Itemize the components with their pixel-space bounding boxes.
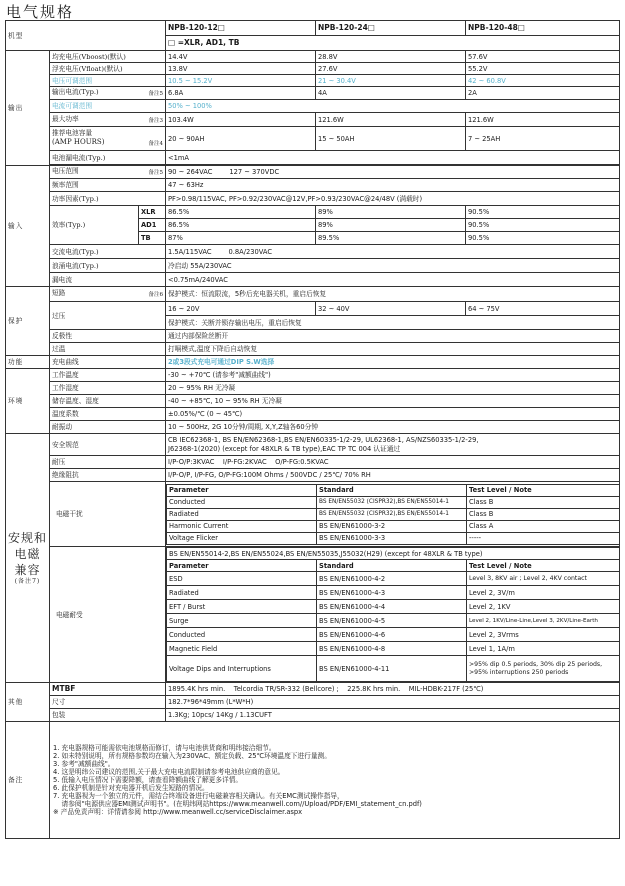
table-cell: >95% dip 0.5 periods, 30% dip 25 periods, >95% interruptions 250 periods — [467, 656, 620, 682]
group-input: 输入 — [6, 166, 50, 287]
cell-value: 10.5 ~ 15.2V — [166, 75, 316, 87]
cell-value: 28.8V — [316, 51, 466, 63]
table-cell: Class B — [467, 508, 620, 520]
table-cell: BS EN/EN61000-4-3 — [317, 586, 467, 600]
table-cell: Radiated — [167, 508, 317, 520]
cell-value: 1.3Kg; 10pcs/ 14Kg / 1.13CUFT — [166, 709, 620, 722]
cell-value: 16 ~ 20V — [166, 302, 316, 316]
remark-note: 备注3 — [148, 117, 163, 124]
table-cell: Level 2, 1KV — [467, 600, 620, 614]
row-label: 温度系数 — [50, 408, 166, 421]
cell-value: 2或3段式充电可通过DIP S.W选择 — [166, 356, 620, 369]
cell-value: 冷启动 55A/230VAC — [166, 259, 620, 273]
cell-value: 14.4V — [166, 51, 316, 63]
table-cell: Level 2, 3Vrms — [467, 628, 620, 642]
model-name: NPB-120-24□ — [316, 21, 466, 36]
table-cell: Conducted — [167, 496, 317, 508]
table-cell: Voltage Flicker — [167, 532, 317, 544]
row-label: 浮充电压(Vfloat)(默认) — [50, 63, 166, 75]
table-cell: BS EN/EN61000-4-4 — [317, 600, 467, 614]
row-label: 电压可调范围 — [50, 75, 166, 87]
row-label: 交流电流(Typ.) — [50, 245, 166, 259]
row-label: 电池漏电流(Typ.) — [50, 151, 166, 165]
table-cell: Voltage Dips and Interruptions — [167, 656, 317, 682]
group-environment: 环境 — [6, 369, 50, 434]
variant-label: AD1 — [139, 219, 166, 232]
row-label: 工作湿度 — [50, 382, 166, 395]
row-label: 耐压 — [50, 456, 166, 469]
table-header: Standard — [317, 560, 467, 572]
cell-value: 90.5% — [466, 206, 620, 219]
row-label: 浪涌电流(Typ.) — [50, 259, 166, 273]
cell-value: 7 ~ 25AH — [466, 127, 620, 151]
model-name: NPB-120-12□ — [166, 21, 316, 36]
table-cell: BS EN/EN61000-4-2 — [317, 572, 467, 586]
remark-line: 2. 如未特别说明，所有规格参数均在输入为230VAC、额定负载、25℃环境温度下进行量测。 — [53, 752, 331, 760]
remark-note: 备注4 — [148, 140, 163, 147]
emission-table-cell — [166, 482, 620, 547]
cell-value: 1895.4K hrs min. Telcordia TR/SR-332 (Bellcore) ; 225.8K hrs min. MIL-HDBK-217F (25℃) — [166, 683, 620, 696]
table-cell: Harmonic Current — [167, 520, 317, 532]
remark-note: 备注6 — [148, 292, 163, 298]
cell-value: 42 ~ 60.8V — [466, 75, 620, 87]
remark-line: 6. 此保护机制是针对充电器开机后发生短路的情况。 — [53, 784, 209, 792]
table-cell: Level 2, 1KV/Line-Line,Level 3, 2KV/Line-Earth — [467, 614, 620, 628]
row-label: 安全规范 — [50, 434, 166, 456]
row-label: 均充电压(Vboost)(默认) — [50, 51, 166, 63]
row-label: 推荐电池容量 (AMP HOURS) 备注4 — [50, 127, 166, 151]
table-header: Test Level / Note — [467, 560, 620, 572]
page-title: 电气规格 — [6, 3, 75, 21]
group-function: 功能 — [6, 356, 50, 369]
cell-value: 21 ~ 30.4V — [316, 75, 466, 87]
row-label: 尺寸 — [50, 696, 166, 709]
cell-value: 保护模式：关断并锁存输出电压，重启后恢复 — [166, 316, 620, 330]
remark-line: 7. 充电器视为一个独立的元件，需结合终端设备进行电磁兼容相关确认。有关EMC测试操作指导， — [53, 792, 344, 800]
table-cell: ----- — [467, 532, 620, 544]
cell-value: 86.5% — [166, 219, 316, 232]
row-label: MTBF — [50, 683, 166, 696]
cell-value: 90 ~ 264VAC 127 ~ 370VDC — [166, 166, 620, 179]
group-safety-emc: 安规和 电磁 兼容 (备注7) — [6, 434, 50, 683]
cell-value: 10 ~ 500Hz, 2G 10分钟/周期, X,Y,Z轴各60分钟 — [166, 421, 620, 434]
remark-line: 5. 低输入电压情况下需要降额，请查看降额曲线了解更多详情。 — [53, 776, 243, 784]
cell-value: 50% ~ 100% — [166, 100, 620, 113]
row-label: 电磁耐受 — [50, 547, 166, 683]
emission-table — [166, 484, 620, 545]
table-cell: BS EN/EN55032 (CISPR32),BS EN/EN55014-1 — [317, 508, 467, 520]
row-label: 过温 — [50, 343, 166, 356]
table-cell: Surge — [167, 614, 317, 628]
row-label: 最大功率 备注3 — [50, 113, 166, 127]
cell-value: 57.6V — [466, 51, 620, 63]
cell-value: <1mA — [166, 151, 620, 165]
row-label: 输出电流(Typ.) 备注5 — [50, 87, 166, 100]
group-output: 输出 — [6, 51, 50, 166]
table-cell: BS EN/EN55032 (CISPR32),BS EN/EN55014-1 — [317, 496, 467, 508]
table-header: Test Level / Note — [467, 484, 620, 496]
row-label: 绝缘阻抗 — [50, 469, 166, 482]
cell-value: 通过内部保险丝断开 — [166, 330, 620, 343]
cell-value: <0.75mA/240VAC — [166, 273, 620, 287]
group-others: 其他 — [6, 683, 50, 722]
row-label: 电磁干扰 — [50, 482, 166, 547]
row-label: 储存温度、湿度 — [50, 395, 166, 408]
remark-line: 请参阅"电源供应器EMI测试声明书"。(在明纬网站https://www.meanwell.com//Upload/PDF/EMI_statement_cn.pdf) — [53, 800, 422, 808]
cell-value: 90.5% — [466, 219, 620, 232]
table-cell: Level 3, 8KV air ; Level 2, 4KV contact — [467, 572, 620, 586]
cell-value: 121.6W — [316, 113, 466, 127]
table-cell: ESD — [167, 572, 317, 586]
cell-value: 保护模式：恒流限流，5秒后充电器关机，重启后恢复 — [166, 287, 620, 302]
cell-value: 27.6V — [316, 63, 466, 75]
cell-value: 20 ~ 95% RH 无冷凝 — [166, 382, 620, 395]
cell-value: 89.5% — [316, 232, 466, 245]
cell-value: 89% — [316, 206, 466, 219]
cell-value: 4A — [316, 87, 466, 100]
row-label: 漏电流 — [50, 273, 166, 287]
remark-line: 4. 这是明纬公司建议的范围,关于最大充电电流限制请参考电池供应商的意见。 — [53, 768, 285, 776]
row-label: 充电曲线 — [50, 356, 166, 369]
table-cell: Class B — [467, 496, 620, 508]
cell-value: 64 ~ 75V — [466, 302, 620, 316]
cell-value: 121.6W — [466, 113, 620, 127]
cell-value: PF>0.98/115VAC, PF>0.92/230VAC@12V,PF>0.93/230VAC@24/48V (满载时) — [166, 192, 620, 206]
cell-value: -40 ~ +85℃, 10 ~ 95% RH 无冷凝 — [166, 395, 620, 408]
row-label: 短路 备注6 — [50, 287, 166, 302]
remark-line: ※ 产品免责声明：详情请参阅 http://www.meanwell.cc/serviceDisclaimer.aspx — [53, 808, 303, 816]
cell-value: 90.5% — [466, 232, 620, 245]
spec-table — [5, 20, 620, 839]
cell-value: I/P-O/P, I/P-FG, O/P-FG:100M Ohms / 500VDC / 25℃/ 70% RH — [166, 469, 620, 482]
table-cell: BS EN/EN61000-4-11 — [317, 656, 467, 682]
row-label: 电压范围 备注5 — [50, 166, 166, 179]
table-cell: Radiated — [167, 586, 317, 600]
model-header-label: 机型 — [6, 21, 166, 51]
cell-value: 103.4W — [166, 113, 316, 127]
table-cell: Level 2, 3V/m — [467, 586, 620, 600]
cell-value: 86.5% — [166, 206, 316, 219]
cell-value: 55.2V — [466, 63, 620, 75]
cell-value: CB IEC62368-1, BS EN/EN62368-1,BS EN/EN60335-1/2-29, UL62368-1, AS/NZS60335-1/2-29, J62368-1(2020) (except for 48XLR & TB type),EAC TP TC 004 认证通过 — [166, 434, 620, 456]
table-cell: BS EN/EN61000-3-2 — [317, 520, 467, 532]
table-cell: Class A — [467, 520, 620, 532]
remark-line: 1. 充电器规格可能需依电池规格而修订，请与电池供货商和明纬接洽细节。 — [53, 744, 276, 752]
group-remarks: 备注 — [6, 722, 50, 839]
remark-note: 备注5 — [148, 91, 163, 97]
immunity-table — [166, 547, 620, 682]
immunity-standards: BS EN/EN55014-2,BS EN/EN55024,BS EN/EN55035,J55032(H29) (except for 48XLR & TB type) — [167, 548, 620, 560]
row-label: 频率范围 — [50, 179, 166, 192]
table-header: Parameter — [167, 484, 317, 496]
table-cell: Conducted — [167, 628, 317, 642]
table-cell: BS EN/EN61000-4-8 — [317, 642, 467, 656]
variant-label: XLR — [139, 206, 166, 219]
row-label: 效率(Typ.) — [50, 206, 139, 245]
row-label: 耐振动 — [50, 421, 166, 434]
table-cell: Magnetic Field — [167, 642, 317, 656]
cell-value: 89% — [316, 219, 466, 232]
table-cell: EFT / Burst — [167, 600, 317, 614]
cell-value: 15 ~ 50AH — [316, 127, 466, 151]
row-label: 工作温度 — [50, 369, 166, 382]
model-suffix: □ =XLR, AD1, TB — [166, 36, 620, 51]
table-cell: BS EN/EN61000-3-3 — [317, 532, 467, 544]
cell-value: 1.5A/115VAC 0.8A/230VAC — [166, 245, 620, 259]
cell-value: ±0.05%/℃ (0 ~ 45℃) — [166, 408, 620, 421]
cell-value: 87% — [166, 232, 316, 245]
group-protection: 保护 — [6, 287, 50, 356]
remark-line: 3. 参考"减额曲线"。 — [53, 760, 115, 768]
row-label: 电流可调范围 — [50, 100, 166, 113]
row-label: 包装 — [50, 709, 166, 722]
cell-value: 182.7*96*49mm (L*W*H) — [166, 696, 620, 709]
row-label: 功率因素(Typ.) — [50, 192, 166, 206]
remarks-list — [50, 722, 620, 839]
table-header: Parameter — [167, 560, 317, 572]
table-header: Standard — [317, 484, 467, 496]
cell-value: 2A — [466, 87, 620, 100]
table-cell: Level 1, 1A/m — [467, 642, 620, 656]
cell-value: 20 ~ 90AH — [166, 127, 316, 151]
cell-value: -30 ~ +70℃ (请参考"减额曲线") — [166, 369, 620, 382]
cell-value: 打嗝模式,温度下降后自动恢复 — [166, 343, 620, 356]
cell-value: 13.8V — [166, 63, 316, 75]
cell-value: 47 ~ 63Hz — [166, 179, 620, 192]
cell-value: I/P-O/P:3KVAC I/P-FG:2KVAC O/P-FG:0.5KVAC — [166, 456, 620, 469]
model-name: NPB-120-48□ — [466, 21, 620, 36]
cell-value: 6.8A — [166, 87, 316, 100]
cell-value: 32 ~ 40V — [316, 302, 466, 316]
table-cell: BS EN/EN61000-4-6 — [317, 628, 467, 642]
immunity-table-cell — [166, 547, 620, 683]
row-label: 反极性 — [50, 330, 166, 343]
table-cell: BS EN/EN61000-4-5 — [317, 614, 467, 628]
row-label: 过压 — [50, 302, 166, 330]
variant-label: TB — [139, 232, 166, 245]
remark-note: 备注5 — [148, 170, 163, 176]
